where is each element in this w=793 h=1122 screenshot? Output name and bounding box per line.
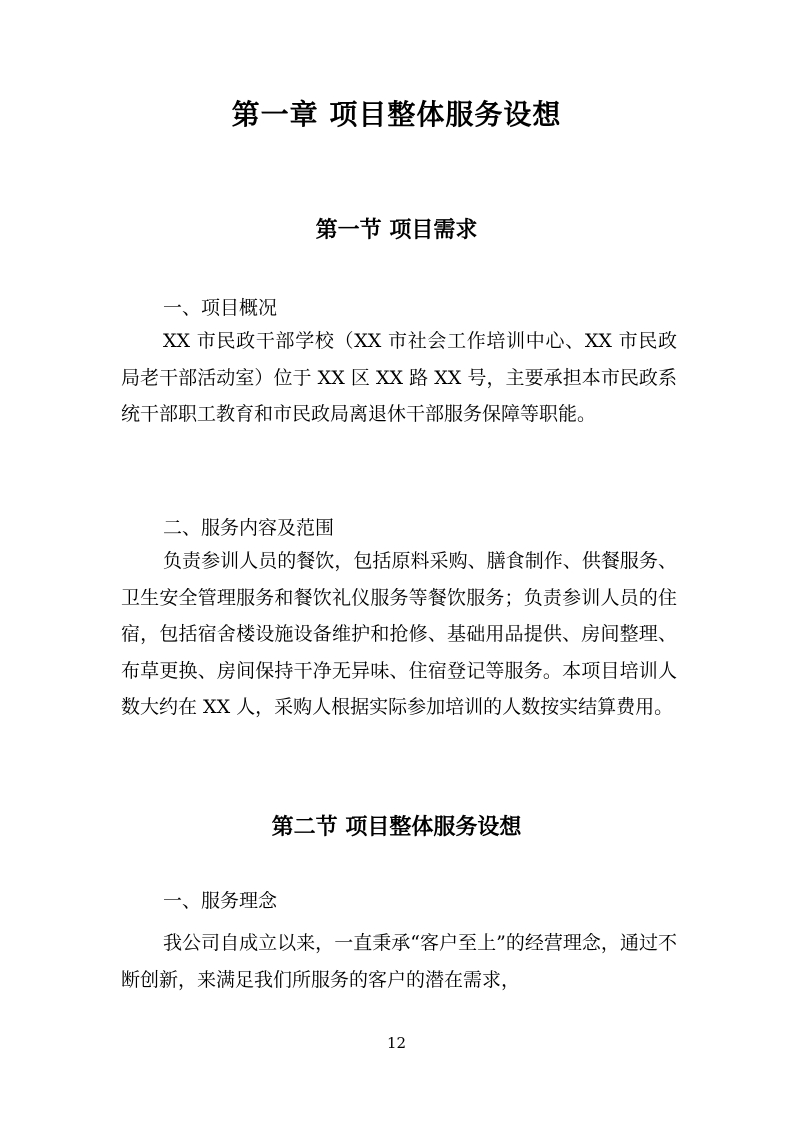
page-number: 12 <box>386 1034 407 1052</box>
heading-service-philosophy: 一、服务理念 <box>163 890 278 912</box>
heading-service-scope: 二、服务内容及范围 <box>163 517 335 539</box>
heading-project-overview: 一、项目概况 <box>163 297 278 319</box>
paragraph-service-scope: 负责参训人员的餐饮，包括原料采购、膳食制作、供餐服务、卫生安全管理服务和餐饮礼仪服务等餐饮服务；负责参训人员的住宿，包括宿舍楼设施设备维护和抢修、基础用品提供、房间整理、布草更换、房间保持干净无异味、住宿登记等服务。本项目培训人数大约在 XX 人，采购人根据实际参加培训的人数按实结算费用。 <box>121 550 677 718</box>
section-title-project-requirements: 第一节 项目需求 <box>315 217 478 243</box>
chapter-title: 第一章 项目整体服务设想 <box>231 98 562 131</box>
section-title-service-concept: 第二节 项目整体服务设想 <box>271 814 522 840</box>
paragraph-service-philosophy: 我公司自成立以来，一直秉承“客户至上”的经营理念，通过不断创新，来满足我们所服务的客户的潜在需求， <box>121 932 677 991</box>
paragraph-project-overview: XX 市民政干部学校（XX 市社会工作培训中心、XX 市民政局老干部活动室）位于 XX 区 XX 路 XX 号，主要承担本市民政系统干部职工教育和市民政局离退休干部服务保障等职能。 <box>121 330 677 425</box>
